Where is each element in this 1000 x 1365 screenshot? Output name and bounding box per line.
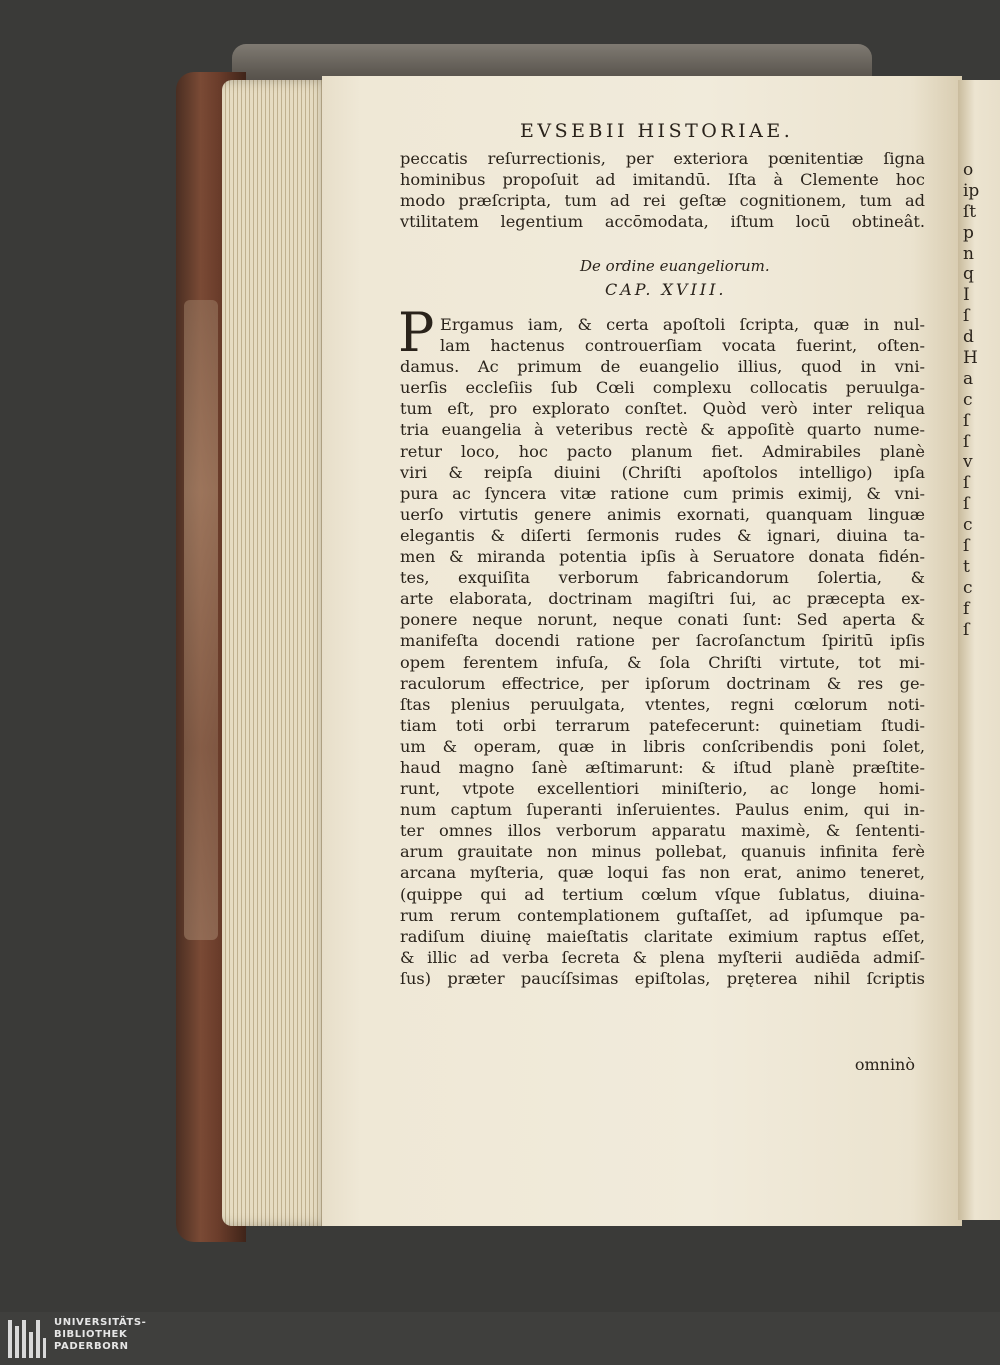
text-line: ſus) præter paucíſsimas epiſtolas, pręterea nihil ſcriptis (400, 968, 925, 988)
text-line: pura ac ſyncera vitæ ratione cum primis eximij, & vni- (400, 483, 925, 503)
facing-page-letter: ſ (963, 494, 970, 515)
facing-page-letter: q (963, 264, 974, 285)
logo-line: UNIVERSITÄTS- (54, 1317, 147, 1328)
text-line: ter omnes illos verborum apparatu maximè, & ſententi- (400, 821, 925, 841)
text-line: arum grauitate non minus pollebat, quanuis infinita ferè (400, 842, 925, 862)
facing-page-letter: v (963, 452, 973, 473)
text-line: tiam toti orbi terrarum patefecerunt: quinetiam ſtudi- (400, 715, 925, 735)
library-logo-text (54, 1317, 194, 1353)
library-logo-icon (6, 1316, 48, 1362)
text-line: arte elaborata, doctrinam magiſtri ſui, ac præcepta ex- (400, 589, 925, 609)
facing-page-letter: H (963, 348, 978, 369)
text-line: Ergamus iam, & certa apoſtoli ſcripta, quæ in nul- (440, 315, 925, 334)
text-line: men & miranda potentia ipſis à Seruatore donata fidén- (400, 547, 925, 567)
facing-page-letter: t (963, 556, 970, 577)
text-line: uerſo virtutis genere animis exornati, quanquam linguæ (400, 504, 925, 524)
facing-page-letter: c (963, 515, 973, 536)
facing-page-letter: n (963, 243, 974, 264)
text-line: num captum ſuperanti inſeruientes. Paulus enim, qui in- (400, 800, 925, 820)
logo-line: PADERBORN (54, 1341, 129, 1352)
text-line: (quippe qui ad tertium cœlum vſque ſublatus, diuina- (400, 884, 925, 904)
chapter-subtitle: De ordine euangeliorum. (580, 257, 770, 275)
facing-page-letter: ip (963, 180, 980, 201)
text-line: um & operam, quæ in libris conſcribendis poni ſolet, (400, 736, 925, 756)
facing-page-letter: o (963, 160, 974, 180)
text-line: peccatis reſurrectionis, per exteriora pœnitentiæ ſigna (400, 149, 925, 168)
logo-line: BIBLIOTHEK (54, 1329, 128, 1340)
text-line: ponere neque norunt, neque conati ſunt: Sed aperta & (400, 610, 925, 630)
facing-page-letter: ſ (963, 473, 970, 494)
text-line: radiſum diuinę maieſtatis claritate eximium raptus eſſet, (400, 926, 925, 946)
text-line: viri & reipſa diuini (Chriſti apoſtolos intelligo) ipſa (400, 462, 925, 482)
text-line: tria euangelia à veteribus rectè & appoſitè quarto nume- (400, 420, 925, 440)
facing-page-letter: ſ (963, 306, 970, 327)
catchword: omninò (854, 1055, 915, 1074)
text-line: elegantis & diſerti ſermonis rudes & ignari, diuina ta- (400, 525, 925, 545)
text-line: opem ferentem infuſa, & ſola Chriſti virtute, tot mi- (400, 652, 925, 672)
text-line: hominibus propoſuit ad imitandū. Iſta à Clemente hoc (400, 170, 925, 190)
top-paragraph (400, 148, 925, 232)
facing-page-letter: c (963, 577, 973, 598)
chapter-body (400, 314, 925, 989)
text-line: uerſis eccleſiis ſub Cœli complexu collocatis peruulga- (400, 378, 925, 398)
text-line: arcana myſteria, quæ loqui fas non erat, animo teneret, (400, 863, 925, 883)
text-line: raculorum effectrice, per ipſorum doctrinam & res ge- (400, 673, 925, 693)
page-edges (222, 80, 332, 1226)
text-line: lam hactenus controuerſiam vocata fuerint, oſten- (440, 336, 925, 356)
drop-cap: P (398, 301, 435, 364)
facing-page-letter: ſ (963, 410, 970, 431)
spine-wear (184, 300, 218, 940)
facing-page-letter: ſ (963, 619, 970, 640)
text-line: rum rerum contemplationem guſtaſſet, ad ipſumque pa- (400, 905, 925, 925)
chapter-number: CAP. XVIII. (605, 280, 727, 299)
facing-page-letter: p (963, 222, 974, 243)
facing-page-letter: ſ (963, 431, 970, 452)
text-line: damus. Ac primum de euangelio illius, quod in vni- (400, 357, 925, 377)
text-line: haud magno ſanè æſtimarunt: & iſtud planè præſtite- (400, 757, 925, 777)
text-line: runt, vtpote excellentiori miniſterio, ac longe homi- (400, 779, 925, 799)
text-line: modo præſcripta, tum ad rei geſtæ cognitionem, tum ad (400, 191, 925, 211)
facing-page-letter: d (963, 327, 974, 348)
facing-page-letter: I (963, 285, 970, 306)
text-line: retur loco, hoc pacto planum fiet. Admirabiles planè (400, 441, 925, 461)
text-line: manifeſta docendi ratione per ſacroſanctum ſpiritū ipſis (400, 631, 925, 651)
facing-page-letters (963, 160, 993, 640)
facing-page-letter: f (963, 598, 970, 619)
text-line: ſtas plenius peruulgata, vtentes, regni cœlorum noti- (400, 694, 925, 714)
text-line: vtilitatem legentium accōmodata, iſtum locū obtineât. (400, 212, 925, 232)
facing-page-letter: a (963, 368, 974, 389)
running-head: EVSEBII HISTORIAE. (520, 120, 794, 142)
facing-page-letter: ſt (963, 201, 977, 222)
facing-page-letter: ſ (963, 536, 970, 557)
text-line: tes, exquiſita verborum fabricandorum ſolertia, & (400, 568, 925, 588)
text-line: & illic ad verba ſecreta & plena myſterii audiēda admiſ- (400, 947, 925, 967)
text-line: tum eſt, pro explorato conſtet. Quòd verò inter reliqua (400, 399, 925, 419)
facing-page-letter: c (963, 389, 973, 410)
